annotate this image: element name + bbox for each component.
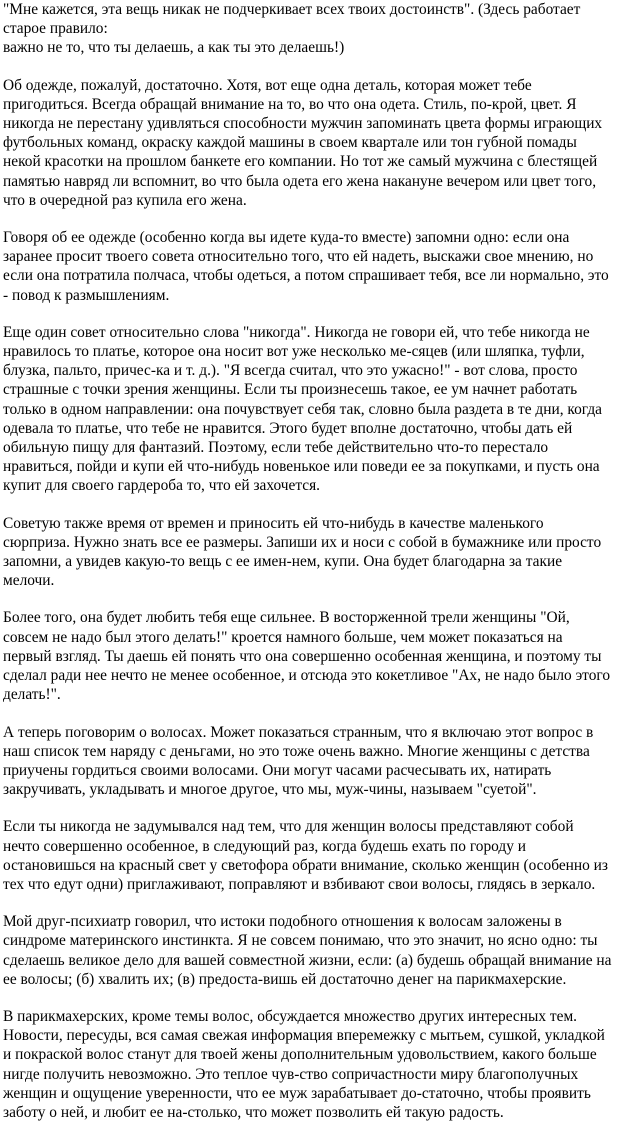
paragraph: Если ты никогда не задумывался над тем, что для женщин волосы представляют собой нечто совершенно особенное, в следующий раз, когда будешь ехать по городу и остановишься на красный свет у светофора обрати внимание, сколько женщин (особенно из тех что едут одни) приглаживают, поправляют и взбивают свои волосы, глядясь в зеркало.: [3, 818, 608, 893]
paragraph: А теперь поговорим о волосах. Может показаться странным, что я включаю этот вопрос в наш список тем наряду с деньгами, но это тоже очень важно. Многие женщины с детства приучены гордиться своими волосами. Они могут часами расчесывать их, натирать закручивать, укладывать и многое другое, что мы, муж-чины, называем "суетой".: [3, 723, 594, 799]
paragraph: "Мне кажется, эта вещь никак не подчеркивает всех твоих достоинств". (Здесь работает старое правило: важно не то, что ты делаешь, а как ты это делаешь!): [3, 1, 581, 57]
paragraph: Мой друг-психиатр говорил, что истоки подобного отношения к волосам заложены в синдроме материнского инстинкта. Я не совсем понимаю, что это значит, но ясно одно: ты сделаешь великое дело для вашей совместной жизни, если: (а) будешь обращай внимание на ее волосы; (б) хвалить их; (в) предоста-вишь ей достаточно денег на парикмахерские.: [3, 913, 612, 988]
paragraph: Более того, она будет любить тебя еще сильнее. В восторженной трели женщины "Ой, совсем не надо был этого делать!" кроется намного больше, чем может показаться на первый взгляд. Ты даешь ей понять что она совершенно особенная женщина, и поэтому ты сделал ради нее нечто не менее особенное, и отсюда это кокетливое "Ах, не надо было этого делать!".: [3, 609, 611, 704]
paragraph: Еще один совет относительно слова "никогда". Никогда не говори ей, что тебе никогда не нравилось то платье, которое она носит вот уже несколько ме-сяцев (или шляпка, туфли, блузка, пальто, причес-ка и т. д.). "Я всегда считал, что это ужасно!" - вот слова, просто страшные с точки зрения женщины. Если ты произнесешь такое, ее ум начнет работать только в одном направлении: она почувствует себя так, словно была раздета в те дни, когда одевала то платье, что тебе не нравится. Этого будет вполне достаточно, чтобы дать ей обильную пищу для фантазий. Поэтому, если тебе действительно что-то перестало нравиться, пойди и купи ей что-нибудь новенькое или поведи ее за покупками, и пусть она купит для своего гардероба то, что ей захочется.: [3, 323, 602, 495]
paragraph: В парикмахерских, кроме темы волос, обсуждается множество других интересных тем. Новости, пересуды, вся самая свежая информация вперемежку с мытьем, сушкой, укладкой и покраской волос станут для твоей жены дополнительным удовольствием, какого больше нигде получить невозможно. Это теплое чув-ство сопричастности миру благополучных женщин и ощущение уверенности, что ее муж зарабатывает до-статочно, чтобы проявить заботу о ней, и любит ее на-столько, что может позволить ей такую радость.: [3, 1007, 605, 1121]
paragraph: Об одежде, пожалуй, достаточно. Хотя, вот еще одна деталь, которая может тебе пригодиться. Всегда обращай внимание на то, во что она одета. Стиль, по-крой, цвет. Я никогда не перестану удивляться способности мужчин запоминать цвета формы играющих футбольных команд, окраску каждой машины в своем квартале или тон губной помады некой красотки на прошлом банкете его компании. Но тот же самый мужчина с блестящей памятью навряд ли вспомнит, во что была одета его жена накануне вечером или цвет того, что в очередной раз купила его жена.: [3, 76, 603, 209]
paragraph: Говоря об ее одежде (особенно когда вы идете куда-то вместе) запомни одно: если она заранее просит твоего совета относительно того, что ей надеть, выскажи свое мнению, но если она потратила полчаса, чтобы одеться, а потом спрашивает тебя, все ли нормально, это - повод к размышлениям.: [3, 229, 609, 304]
paragraph: Советую также время от времен и приносить ей что-нибудь в качестве маленького сюрприза. Нужно знать все ее размеры. Запиши их и носи с собой в бумажнике или просто запомни, а увидев какую-то вещь с ее имен-нем, купи. Она будет благодарна за такие мелочи.: [3, 514, 602, 590]
